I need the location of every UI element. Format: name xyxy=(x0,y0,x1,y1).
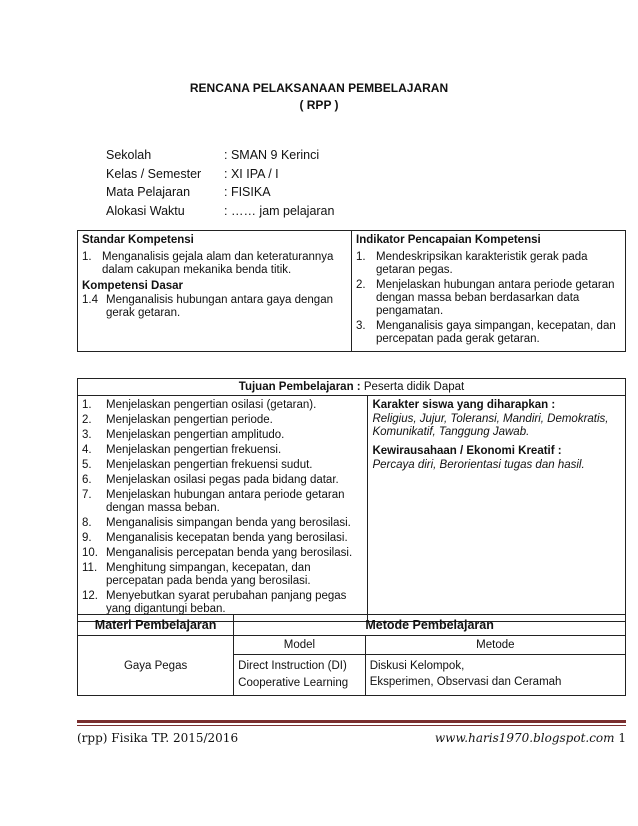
tujuan-list xyxy=(82,399,363,616)
karakter-header: Karakter siswa yang diharapkan : xyxy=(372,399,556,411)
item-num: 7. xyxy=(82,489,92,501)
info-value: : XI IPA / I xyxy=(224,166,279,181)
tujuan-header xyxy=(78,379,626,396)
item-text: Menjelaskan pengertian frekuensi. xyxy=(106,444,282,456)
item-num: 1. xyxy=(356,251,366,263)
list-item xyxy=(82,590,363,616)
metode-sub-header: Metode xyxy=(365,636,625,655)
info-row-sekolah xyxy=(106,146,334,165)
item-text: Mendeskripsikan karakteristik gerak pada getaran pegas. xyxy=(376,251,588,276)
model-values xyxy=(234,655,366,696)
item-text: Menjelaskan pengertian frekuensi sudut. xyxy=(106,459,313,471)
tujuan-header-bold: Tujuan Pembelajaran : xyxy=(238,381,361,393)
item-text: Menyebutkan syarat perubahan panjang pegas yang digantungi beban. xyxy=(106,590,347,615)
page-number: 1 xyxy=(618,731,626,745)
karakter-cell xyxy=(368,396,626,622)
ipk-list xyxy=(356,251,621,346)
item-text: Menjelaskan pengertian osilasi (getaran). xyxy=(106,399,317,411)
model-header: Model xyxy=(234,636,366,655)
karakter-text: Religius, Jujur, Toleransi, Mandiri, Demokratis, Komunikatif, Tanggung Jawab. xyxy=(372,413,609,438)
tujuan-table xyxy=(77,378,626,622)
list-item xyxy=(82,547,363,560)
footer-rule xyxy=(77,725,626,726)
item-text: Menjelaskan pengertian periode. xyxy=(106,414,273,426)
item-num: 2. xyxy=(356,279,366,291)
list-item xyxy=(82,489,363,515)
materi-table xyxy=(77,614,626,696)
title-line1: RENCANA PELAKSANAAN PEMBELAJARAN xyxy=(189,81,449,95)
item-num: 3. xyxy=(82,429,92,441)
list-item xyxy=(356,320,621,346)
footer-right xyxy=(435,731,626,745)
item-text: Menganalisis kecepatan benda yang berosilasi. xyxy=(106,532,348,544)
item-num: 1. xyxy=(82,251,92,263)
item-text: Menganalisis gejala alam dan keteraturannya dalam cakupan mekanika benda titik. xyxy=(102,251,334,276)
list-item xyxy=(82,399,363,412)
item-num: 5. xyxy=(82,459,92,471)
item-num: 3. xyxy=(356,320,366,332)
kewirausahaan-header: Kewirausahaan / Ekonomi Kreatif : xyxy=(372,445,562,457)
item-num: 4. xyxy=(82,444,92,456)
item-num: 6. xyxy=(82,474,92,486)
list-item xyxy=(82,474,363,487)
list-item xyxy=(82,532,363,545)
item-num: 10. xyxy=(82,547,98,559)
info-row-alokasi xyxy=(106,202,334,221)
document-title xyxy=(0,80,638,114)
info-label: Alokasi Waktu xyxy=(106,203,185,218)
tujuan-list-cell xyxy=(78,396,368,622)
list-item xyxy=(82,429,363,442)
sk-list xyxy=(82,251,347,277)
item-text: Menjelaskan osilasi pegas pada bidang datar. xyxy=(106,474,339,486)
kewirausahaan-text: Percaya diri, Berorientasi tugas dan hasil. xyxy=(372,459,585,471)
model-value: Direct Instruction (DI) xyxy=(238,660,347,672)
item-num: 12. xyxy=(82,590,98,602)
item-num: 8. xyxy=(82,517,92,529)
ipk-header: Indikator Pencapaian Kompetensi xyxy=(356,234,541,246)
info-label: Sekolah xyxy=(106,148,152,162)
tujuan-header-rest: Peserta didik Dapat xyxy=(360,381,465,393)
list-item xyxy=(82,414,363,427)
materi-value: Gaya Pegas xyxy=(78,636,234,696)
materi-header: Materi Pembelajaran xyxy=(78,615,234,636)
kd-list xyxy=(82,294,347,320)
list-item xyxy=(82,444,363,457)
info-row-kelas xyxy=(106,165,334,184)
info-value: : FISIKA xyxy=(224,185,271,199)
model-value: Cooperative Learning xyxy=(238,677,349,689)
list-item xyxy=(356,251,621,277)
list-item xyxy=(82,459,363,472)
footer-rule xyxy=(77,720,626,723)
footer-left: (rpp) Fisika TP. 2015/2016 xyxy=(77,731,239,745)
item-text: Menganalisis percepatan benda yang berosilasi. xyxy=(106,547,353,559)
item-num: 11. xyxy=(82,562,98,574)
item-text: Menghitung simpangan, kecepatan, dan percepatan pada benda yang berosilasi. xyxy=(106,562,311,587)
item-num: 2. xyxy=(82,414,92,426)
metode-values xyxy=(365,655,625,696)
item-num: 9. xyxy=(82,532,92,544)
metode-value: Eksperimen, Observasi dan Ceramah xyxy=(369,676,562,688)
list-item xyxy=(82,294,347,320)
item-text: Menganalisis hubungan antara gaya dengan gerak getaran. xyxy=(106,294,333,319)
info-row-mapel xyxy=(106,183,334,202)
metode-header: Metode Pembelajaran xyxy=(234,615,626,636)
sk-cell xyxy=(78,231,352,352)
item-text: Menjelaskan pengertian amplitudo. xyxy=(106,429,285,441)
item-num: 1.4 xyxy=(82,294,98,306)
identity-block xyxy=(106,146,334,220)
info-value: : SMAN 9 Kerinci xyxy=(224,148,320,162)
info-label: Mata Pelajaran xyxy=(106,185,191,199)
item-num: 1. xyxy=(82,399,92,411)
item-text: Menjelaskan hubungan antara periode getaran dengan massa beban berdasarkan data pengamatan. xyxy=(376,279,615,317)
list-item xyxy=(82,517,363,530)
list-item xyxy=(356,279,621,318)
sk-header: Standar Kompetensi xyxy=(82,234,194,246)
footer-url[interactable]: www.haris1970.blogspot.com xyxy=(434,731,615,745)
metode-value: Diskusi Kelompok, xyxy=(369,660,465,672)
info-label: Kelas / Semester xyxy=(106,166,202,181)
title-line2: ( RPP ) xyxy=(299,98,339,112)
list-item xyxy=(82,251,347,277)
kd-header: Kompetensi Dasar xyxy=(82,280,183,292)
item-text: Menganalisis gaya simpangan, kecepatan, dan percepatan pada gerak getaran. xyxy=(376,320,616,345)
item-text: Menganalisis simpangan benda yang berosilasi. xyxy=(106,517,351,529)
info-value: : …… jam pelajaran xyxy=(224,203,335,218)
list-item xyxy=(82,562,363,588)
item-text: Menjelaskan hubungan antara periode getaran dengan massa beban. xyxy=(106,489,345,514)
kompetensi-table xyxy=(77,230,626,352)
ipk-cell xyxy=(352,231,626,352)
